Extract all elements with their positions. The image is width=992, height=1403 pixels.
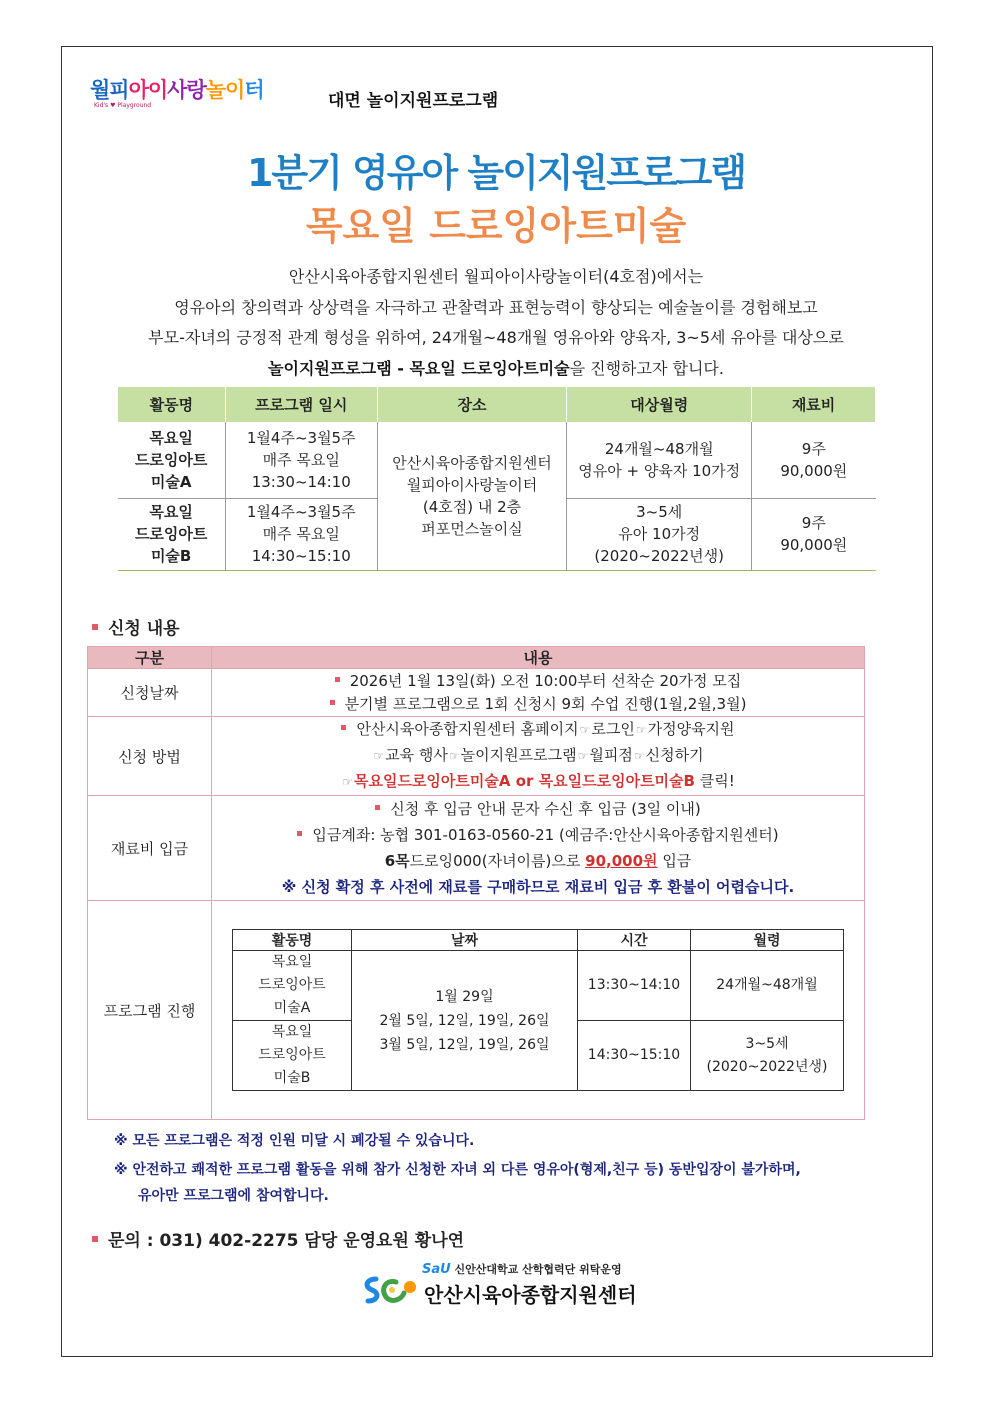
bullet-icon: [297, 831, 302, 836]
application-table: [87, 646, 865, 1120]
schedule-table-header: 활동명 날짜 시간 월령: [233, 930, 844, 951]
application-date-content: 2026년 1월 13일(화) 오전 10:00부터 선착순 20가정 모집 분기별 프로그램으로 1회 신청시 9회 수업 진행(1월,2월,3월): [212, 669, 865, 717]
schedule-age: 24개월~48개월: [691, 951, 844, 1021]
table-row: [88, 901, 865, 1120]
schedule-time: 13:30~14:10: [578, 951, 691, 1021]
program-table-header: 활동명 프로그램 일시 장소 대상월령 재료비: [118, 387, 876, 422]
bullet-icon: [92, 1236, 98, 1242]
bullet-icon: [330, 700, 335, 705]
center-logo: SaU 신안산대학교 산학협력단 위탁운영 안산시육아종합지원센터: [362, 1259, 642, 1309]
program-datetime: 1월4주~3월5주 매주 목요일 14:30~15:10: [225, 498, 377, 570]
schedule-table: [232, 929, 844, 1091]
application-table-header: 구분 내용: [88, 647, 865, 669]
center-logo-mark-icon: [362, 1273, 420, 1307]
table-row: [88, 796, 865, 901]
row-label-method: 신청 방법: [88, 717, 212, 796]
program-link-text: 목요일드로잉아트미술A or 목요일드로잉아트미술B: [353, 772, 695, 790]
section-application-heading: 신청 내용: [92, 614, 180, 639]
row-label-date: 신청날짜: [88, 669, 212, 717]
intro-text: 안산시육아종합지원센터 월피아이사랑놀이터(4호점)에서는 영유아의 창의력과 상상력을 자극하고 관찰력과 표현능력이 향상되는 예술놀이를 경험해보고 부모-자녀의 긍정적 관계 형성을 위하여, 24개월~48개월 영유아와 양육자, 3~5세 유아를 대상으로 놀이지원프로그램 - 목요일 드로잉아트미술을 진행하고자 합니다.: [148, 267, 844, 378]
playground-logo: 월피아이사랑놀이터 Kid's ♥ Playground: [90, 78, 320, 114]
application-fee-content: 신청 후 입금 안내 문자 수신 후 입금 (3일 이내) 입금계좌: 농협 301-0163-0560-21 (예금주:안산시육아종합지원센터) 6목드로잉000(자녀이름)으로 90,000원 입금 ※ 신청 확정 후 사전에 재료를 구매하므로 재료비 입금 후 환불이 어렵습니다.: [212, 796, 865, 901]
contact-info: 문의 : 031) 402-2275 담당 운영요원 황나연: [92, 1226, 464, 1251]
logo-subtitle: Kid's ♥ Playground: [94, 102, 152, 109]
header-label: 대면 놀이지원프로그램: [328, 91, 499, 111]
pointing-hand-icon: ☞: [579, 723, 591, 737]
application-progress-content: [212, 901, 865, 1120]
activity-name: 목요일 드로잉아트 미술B: [118, 498, 226, 570]
row-label-progress: 프로그램 진행: [88, 901, 212, 1120]
table-row: [88, 717, 865, 796]
program-table: [117, 387, 876, 571]
schedule-time: 14:30~15:10: [578, 1021, 691, 1091]
bullet-icon: [341, 725, 346, 730]
note-companion-continued: 유아만 프로그램에 참여합니다.: [138, 1188, 329, 1204]
target-age: 3~5세 유아 10가정 (2020~2022년생): [567, 498, 752, 570]
schedule-age: 3~5세 (2020~2022년생): [691, 1021, 844, 1091]
table-row: [88, 669, 865, 717]
schedule-dates: 1월 29일 2월 5일, 12일, 19일, 26일 3월 5일, 12일, 19일, 26일: [352, 951, 578, 1091]
pointing-hand-icon: ☞: [635, 723, 647, 737]
activity-name: 목요일 드로잉아트 미술A: [118, 422, 226, 498]
material-fee: 9주 90,000원: [752, 498, 876, 570]
bullet-icon: [335, 677, 340, 682]
note-cancellation: ※ 모든 프로그램은 적정 인원 미달 시 폐강될 수 있습니다.: [114, 1133, 475, 1149]
main-title: 1분기 영유아 놀이지원프로그램: [246, 151, 746, 195]
target-age: 24개월~48개월 영유아 + 양육자 10가정: [567, 422, 752, 498]
pointing-hand-icon: ☞: [577, 749, 589, 763]
table-row: [233, 951, 844, 1021]
material-fee: 9주 90,000원: [752, 422, 876, 498]
pointing-hand-icon: ☞: [373, 749, 385, 763]
bullet-icon: [92, 624, 98, 630]
schedule-activity-name: 목요일 드로잉아트 미술B: [233, 1021, 352, 1091]
schedule-activity-name: 목요일 드로잉아트 미술A: [233, 951, 352, 1021]
bullet-icon: [375, 805, 380, 810]
sub-title: 목요일 드로잉아트미술: [305, 204, 687, 248]
pointing-hand-icon: ☞: [342, 775, 353, 789]
row-label-fee: 재료비 입금: [88, 796, 212, 901]
program-place: 안산시육아종합지원센터 월피아이사랑놀이터 (4호점) 내 2층 퍼포먼스놀이실: [377, 422, 567, 570]
refund-warning: ※ 신청 확정 후 사전에 재료를 구매하므로 재료비 입금 후 환불이 어렵습니다.: [281, 878, 795, 896]
pointing-hand-icon: ☞: [633, 749, 645, 763]
application-method-content: 안산시육아종합지원센터 홈페이지☞로그인☞가정양육지원 ☞교육 행사☞놀이지원프로그램☞월피점☞신청하기 ☞목요일드로잉아트미술A or 목요일드로잉아트미술B 클릭!: [212, 717, 865, 796]
table-row: [118, 422, 876, 498]
fee-amount: 90,000원: [585, 852, 658, 870]
program-datetime: 1월4주~3월5주 매주 목요일 13:30~14:10: [225, 422, 377, 498]
note-companion: ※ 안전하고 쾌적한 프로그램 활동을 위해 참가 신청한 자녀 외 다른 영유아(형제,친구 등) 동반입장이 불가하며,: [114, 1162, 801, 1178]
pointing-hand-icon: ☞: [448, 749, 460, 763]
